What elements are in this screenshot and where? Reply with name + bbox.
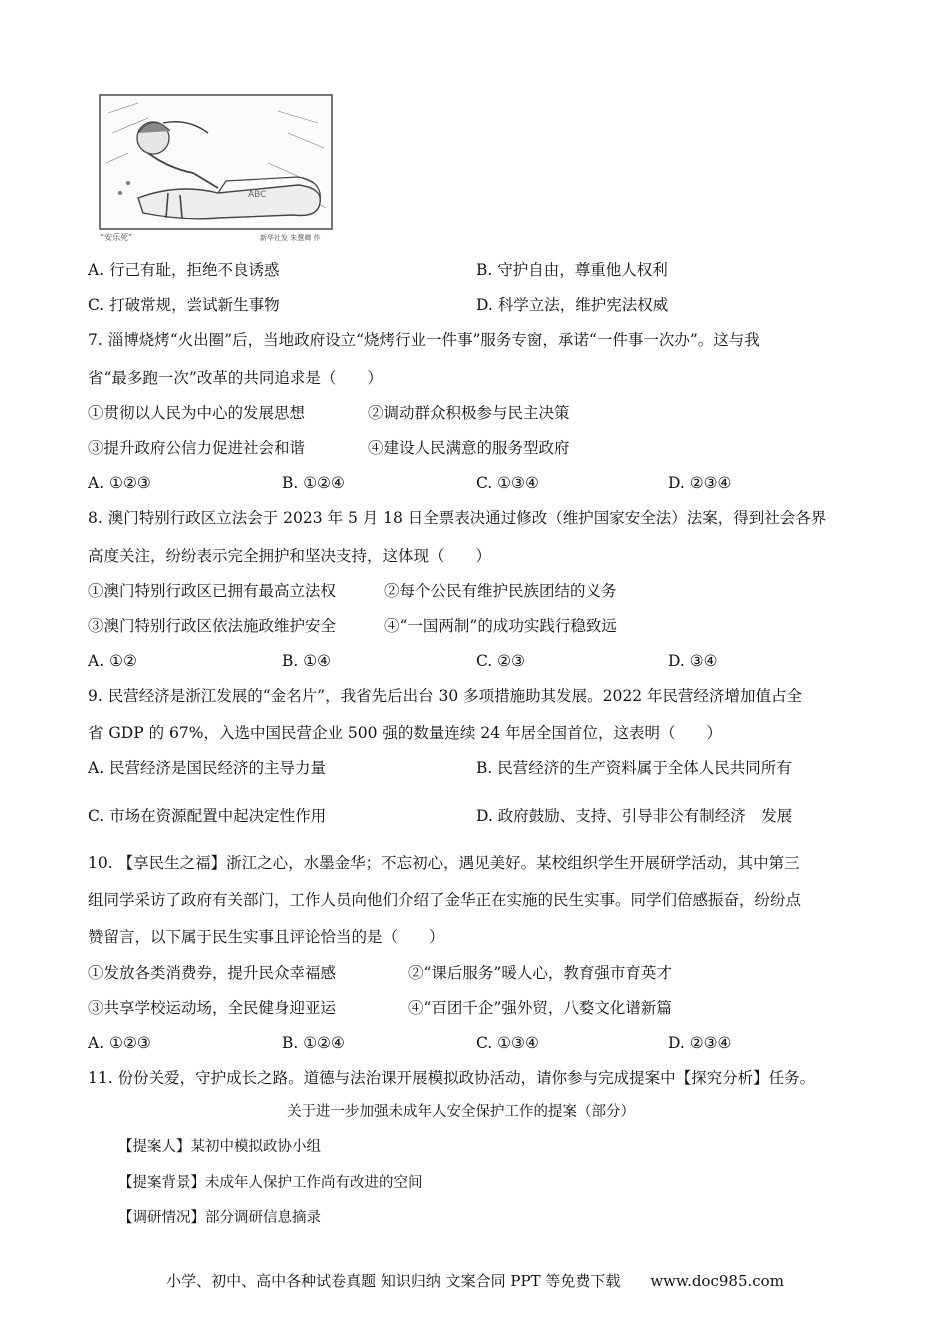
q8-option-a: A. ①② xyxy=(88,652,137,670)
q7-option-a: A. ①②③ xyxy=(88,474,151,492)
q10-stem-line2: 组同学采访了政府有关部门，工作人员向他们介绍了金华正在实施的民生实事。同学们倍感振奋，纷纷点 xyxy=(88,891,802,909)
q6-option-c: C. 打破常规，尝试新生事物 xyxy=(88,296,280,314)
cartoon-caption-right: 新华社发 朱慧卿 作 xyxy=(260,234,321,242)
q10-item-1: ①发放各类消费券，提升民众幸福感 xyxy=(88,964,337,982)
q10-option-a: A. ①②③ xyxy=(88,1034,151,1052)
q10-item-3: ③共享学校运动场，全民健身迎亚运 xyxy=(88,999,337,1017)
q8-stem-line1: 8. 澳门特别行政区立法会于 2023 年 5 月 18 日全票表决通过修改（维护国家安全法）法案，得到社会各界 xyxy=(88,509,827,527)
q10-item-4: ④“百团千企”强外贸，八婺文化谱新篇 xyxy=(408,999,672,1017)
page-footer: 小学、初中、高中各种试卷真题 知识归纳 文案合同 PPT 等免费下载 www.doc985.com xyxy=(166,1272,784,1290)
q9-option-d: D. 政府鼓励、支持、引导非公有制经济 发展 xyxy=(476,807,793,825)
q7-item-1: ①贯彻以人民为中心的发展思想 xyxy=(88,404,306,422)
q9-stem-line2: 省 GDP 的 67%，入选中国民营企业 500 强的数量连续 24 年居全国首位，这表明（ ） xyxy=(88,724,722,742)
q8-item-4: ④“一国两制”的成功实践行稳致远 xyxy=(384,617,617,635)
svg-text:ABC: ABC xyxy=(248,190,267,200)
cartoon-image xyxy=(98,93,334,243)
q6-option-d: D. 科学立法，维护宪法权威 xyxy=(476,296,669,314)
q8-item-3: ③澳门特别行政区依法施政维护安全 xyxy=(88,617,337,635)
q6-option-b: B. 守护自由，尊重他人权利 xyxy=(476,261,668,279)
q7-option-b: B. ①②④ xyxy=(282,474,345,492)
q9-stem-line1: 9. 民营经济是浙江发展的“金名片”，我省先后出台 30 多项措施助其发展。2022 年民营经济增加值占全 xyxy=(88,687,803,705)
q10-option-d: D. ②③④ xyxy=(668,1034,732,1052)
q10-option-c: C. ①③④ xyxy=(476,1034,539,1052)
q7-stem-line2: 省“最多跑一次”改革的共同追求是（ ） xyxy=(88,369,383,387)
q10-stem-line1: 10. 【享民生之福】浙江之心，水墨金华；不忘初心，遇见美好。某校组织学生开展研学活动，其中第三 xyxy=(88,854,800,872)
q8-option-d: D. ③④ xyxy=(668,652,718,670)
q8-option-b: B. ①④ xyxy=(282,652,332,670)
q7-stem-line1: 7. 淄博烧烤“火出圈”后，当地政府设立“烧烤行业一件事”服务专窗，承诺“一件事一次办”。这与我 xyxy=(88,331,760,349)
q8-option-c: C. ②③ xyxy=(476,652,525,670)
q7-item-3: ③提升政府公信力促进社会和谐 xyxy=(88,439,306,457)
q8-stem-line2: 高度关注，纷纷表示完全拥护和坚决支持，这体现（ ） xyxy=(88,547,492,565)
q7-item-4: ④建设人民满意的服务型政府 xyxy=(368,439,570,457)
cartoon-caption-left: “安乐死” xyxy=(100,233,133,242)
proposal-survey: 【调研情况】部分调研信息摘录 xyxy=(118,1210,321,1226)
proposal-title: 关于进一步加强未成年人安全保护工作的提案（部分） xyxy=(287,1104,635,1120)
q9-option-c: C. 市场在资源配置中起决定性作用 xyxy=(88,807,327,825)
q7-option-c: C. ①③④ xyxy=(476,474,539,492)
proposal-proposer: 【提案人】某初中模拟政协小组 xyxy=(118,1139,321,1155)
q8-item-1: ①澳门特别行政区已拥有最高立法权 xyxy=(88,582,337,600)
q6-option-a: A. 行己有耻，拒绝不良诱惑 xyxy=(88,261,280,279)
q10-option-b: B. ①②④ xyxy=(282,1034,345,1052)
q8-item-2: ②每个公民有维护民族团结的义务 xyxy=(384,582,617,600)
q10-stem-line3: 赞留言，以下属于民生实事且评论恰当的是（ ） xyxy=(88,928,445,946)
q7-option-d: D. ②③④ xyxy=(668,474,732,492)
q10-item-2: ②“课后服务”暖人心，教育强市育英才 xyxy=(408,964,672,982)
q9-option-b: B. 民营经济的生产资料属于全体人民共同所有 xyxy=(476,759,792,777)
q11-stem: 11. 份份关爱，守护成长之路。道德与法治课开展模拟政协活动，请你参与完成提案中【探究分析】任务。 xyxy=(88,1069,816,1087)
proposal-background: 【提案背景】未成年人保护工作尚有改进的空间 xyxy=(118,1175,423,1191)
q9-option-a: A. 民营经济是国民经济的主导力量 xyxy=(88,759,327,777)
q7-item-2: ②调动群众积极参与民主决策 xyxy=(368,404,570,422)
